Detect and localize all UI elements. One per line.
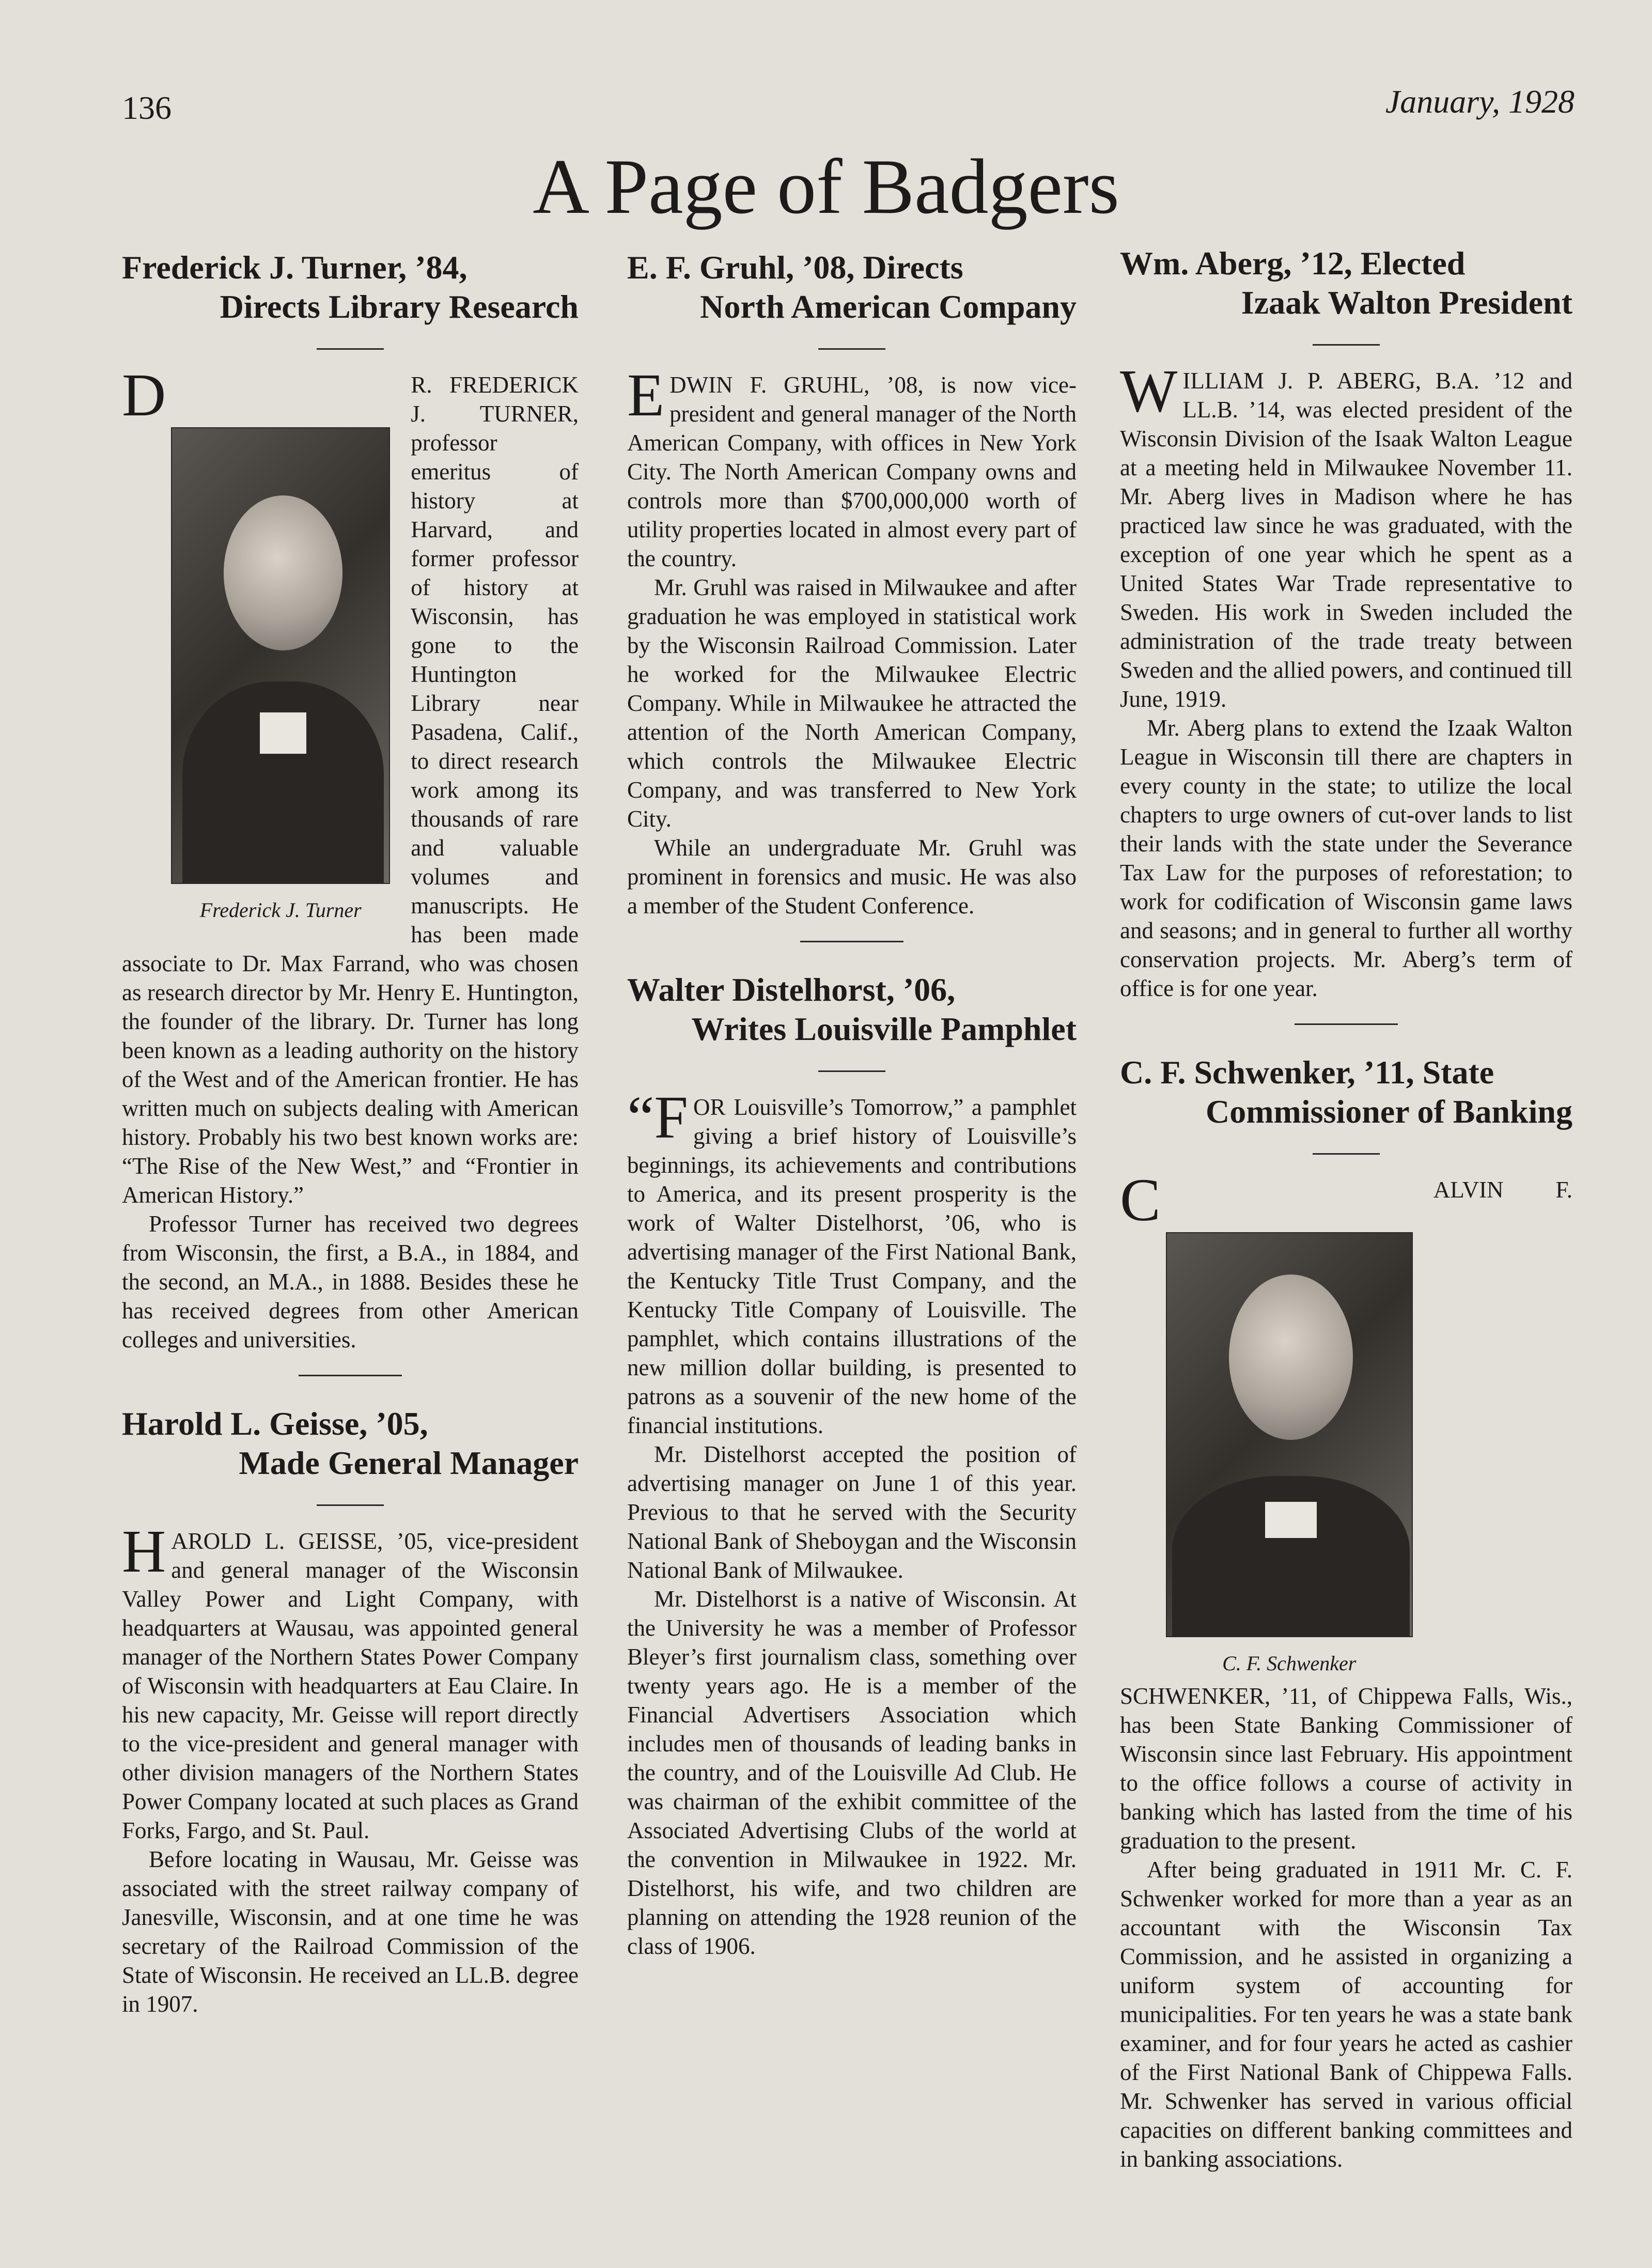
- gruhl-dropcap: E: [627, 361, 665, 429]
- divider: [317, 1504, 384, 1506]
- geisse-paragraph-1: AROLD L. GEISSE, ’05, vice-president and general manager of the Wisconsin Valley Power and Light Company, with headquarters at Wausau, was appointed general manager of the Northern States Power Company of Wisconsin with headquarters at Eau Claire. In his new capacity, Mr. Geisse will report directly to the vice-president and general manager with other division managers of the Northern States Power Company located at such places as Grand Forks, Fargo, and St. Paul.: [122, 1528, 579, 1843]
- column-left: [122, 248, 579, 2018]
- distelhorst-paragraph-2: Mr. Distelhorst accepted the position of advertising manager on June 1 of this year. Previous to that he served with the Security National Bank of Sheboygan and the Wisconsin National Bank of Milwaukee.: [627, 1441, 1077, 1583]
- turner-photo: [171, 427, 390, 884]
- turner-dropcap: D: [122, 361, 166, 429]
- gruhl-paragraph-3: While an undergraduate Mr. Gruhl was prominent in forensics and music. He was also a member of the Student Conference.: [627, 835, 1077, 919]
- article-distelhorst: [627, 970, 1077, 1961]
- aberg-headline-line2: Izaak Walton President: [1241, 284, 1572, 321]
- divider: [317, 348, 384, 350]
- turner-paragraph-1: R. FREDERICK J. TURNER, professor emeritus of history at Harvard, and former professor of history at Wisconsin, has gone to the Huntington Library near Pasadena, Calif., to direct research work among its thousands of rare and valuable volumes and manuscripts. He has been made associate to Dr. Max Farrand, who was chosen as research director by Mr. Henry E. Huntington, the founder of the library. Dr. Turner has long been known as a leading authority on the history of the West and of the American frontier. He has written much on subjects dealing with American history. Probably his two best known works are: “The Rise of the New West,” and “Frontier in American History.”: [122, 372, 579, 1208]
- issue-date: January, 1928: [1385, 83, 1575, 120]
- schwenker-paragraph-2: After being graduated in 1911 Mr. C. F. Schwenker worked for more than a year as an accountant with the Wisconsin Tax Commission, and he assisted in organizing a uniform system of accounting for municipalities. For ten years he was a state bank examiner, and for four years he acted as cashier of the First National Bank of Chippewa Falls. Mr. Schwenker has served in various official capacities on different banking committees and in banking associations.: [1120, 1857, 1572, 2172]
- article-aberg: [1120, 244, 1572, 1003]
- schwenker-photo: [1166, 1232, 1413, 1637]
- divider: [818, 348, 885, 350]
- gruhl-paragraph-2: Mr. Gruhl was raised in Milwaukee and after graduation he was employed in statistical work by the Wisconsin Railroad Commission. Later he worked for the Milwaukee Electric Company. While in Milwaukee he attracted the attention of the North American Company, which controls the Milwaukee Electric Company, and was transferred to New York City.: [627, 574, 1077, 832]
- geisse-headline-line1: Harold L. Geisse, ’05,: [122, 1405, 428, 1442]
- article-turner: [122, 248, 579, 1354]
- aberg-headline-line1: Wm. Aberg, ’12, Elected: [1120, 245, 1466, 282]
- schwenker-headline-line2: Commissioner of Banking: [1205, 1093, 1572, 1130]
- distelhorst-headline-line2: Writes Louisville Pamphlet: [691, 1011, 1077, 1047]
- aberg-paragraph-2: Mr. Aberg plans to extend the Izaak Walton League in Wisconsin till there are chapters in every county in the state; to utilize the local chapters to urge owners of cut-over lands to list their lands with the state under the Severance Tax Law for the purposes of reforestation; to work for codification of Wisconsin game laws and seasons; and in general to further all worthy conservation projects. Mr. Aberg’s term of office is for one year.: [1120, 715, 1572, 1001]
- gruhl-paragraph-1: DWIN F. GRUHL, ’08, is now vice-president and general manager of the North American Company, with offices in New York City. The North American Company owns and controls more than $700,000,000 worth of utility properties located in almost every part of the country.: [627, 372, 1077, 571]
- distelhorst-headline-line1: Walter Distelhorst, ’06,: [627, 971, 956, 1008]
- schwenker-photo-caption: C. F. Schwenker: [1222, 1652, 1357, 1675]
- aberg-dropcap: W: [1120, 357, 1178, 425]
- gruhl-headline: [627, 248, 1077, 327]
- distelhorst-paragraph-1: OR Louisville’s Tomorrow,” a pamphlet giving a brief history of Louisville’s beginnings, its achievements and contributions to America, and its present prosperity is the work of Walter Distelhorst, ’06, who is advertising manager of the First National Bank, the Kentucky Title Trust Company, and the Kentucky Title Company of Louisville. The pamphlet, which contains illustrations of the new million dollar building, is presented to patrons as a souvenir of the new home of the financial institutions.: [627, 1094, 1077, 1438]
- distelhorst-paragraph-3: Mr. Distelhorst is a native of Wisconsin. At the University he was a member of Professor Bleyer’s first journalism class, something over twenty years ago. He is a member of the Financial Advertisers Association which includes men of thousands of leading banks in the country, and of the Louisville Ad Club. He was chairman of the exhibit committee of the Associated Advertising Clubs of the world at the convention in Milwaukee in 1922. Mr. Distelhorst, his wife, and two children are planning on attending the 1928 reunion of the class of 1906.: [627, 1586, 1077, 1959]
- divider: [1313, 344, 1380, 346]
- section-divider: [299, 1375, 402, 1376]
- schwenker-dropcap: C: [1120, 1166, 1161, 1234]
- turner-headline: [122, 248, 579, 327]
- column-right: [1120, 244, 1572, 2173]
- gruhl-headline-line2: North American Company: [700, 288, 1077, 325]
- aberg-headline: [1120, 244, 1572, 322]
- page-number: 136: [122, 89, 172, 126]
- schwenker-paragraph-1: ALVIN F. SCHWENKER, ’11, of Chippewa Falls, Wis., has been State Banking Commissioner of Wisconsin since last February. His appointment to the office follows a course of activity in banking which has lasted from the time of his graduation to the present.: [1120, 1177, 1572, 1854]
- schwenker-headline-line1: C. F. Schwenker, ’11, State: [1120, 1054, 1494, 1091]
- article-schwenker: [1120, 1053, 1572, 2173]
- article-geisse: [122, 1404, 579, 2018]
- geisse-headline-line2: Made General Manager: [239, 1444, 579, 1481]
- page-title: A Page of Badgers: [533, 143, 1119, 230]
- geisse-dropcap: H: [122, 1517, 166, 1585]
- geisse-paragraph-2: Before locating in Wausau, Mr. Geisse was associated with the street railway company of Janesville, Wisconsin, and at one time he was secretary of the Railroad Commission of the State of Wisconsin. He received an LL.B. degree in 1907.: [122, 1846, 579, 2017]
- turner-photo-box: [171, 427, 390, 923]
- distelhorst-dropcap: “F: [627, 1083, 688, 1151]
- aberg-paragraph-1: ILLIAM J. P. ABERG, B.A. ’12 and LL.B. ’14, was elected president of the Wisconsin Division of the Isaak Walton League at a meeting held in Milwaukee November 11. Mr. Aberg lives in Madison where he has practiced law since he was graduated, with the exception of one year which he spent as a United States War Trade representative to Sweden. His work in Sweden included the administration of the trade treaty between Sweden and the allied powers, and continued till June, 1919.: [1120, 368, 1572, 712]
- section-divider: [800, 941, 903, 942]
- turner-photo-caption: Frederick J. Turner: [199, 898, 362, 922]
- divider: [1313, 1153, 1380, 1155]
- geisse-headline: [122, 1404, 579, 1483]
- turner-headline-line1: Frederick J. Turner, ’84,: [122, 249, 467, 286]
- distelhorst-headline: [627, 970, 1077, 1049]
- turner-paragraph-2: Professor Turner has received two degrees from Wisconsin, the first, a B.A., in 1884, and the second, an M.A., in 1888. Besides these he has received degrees from other American colleges and universities.: [122, 1211, 579, 1353]
- section-divider: [1295, 1023, 1398, 1025]
- schwenker-headline: [1120, 1053, 1572, 1131]
- article-gruhl: [627, 248, 1077, 920]
- column-middle: [627, 248, 1077, 1961]
- schwenker-photo-box: [1166, 1232, 1413, 1676]
- divider: [818, 1070, 885, 1072]
- turner-headline-line2: Directs Library Research: [220, 288, 579, 325]
- gruhl-headline-line1: E. F. Gruhl, ’08, Directs: [627, 249, 963, 286]
